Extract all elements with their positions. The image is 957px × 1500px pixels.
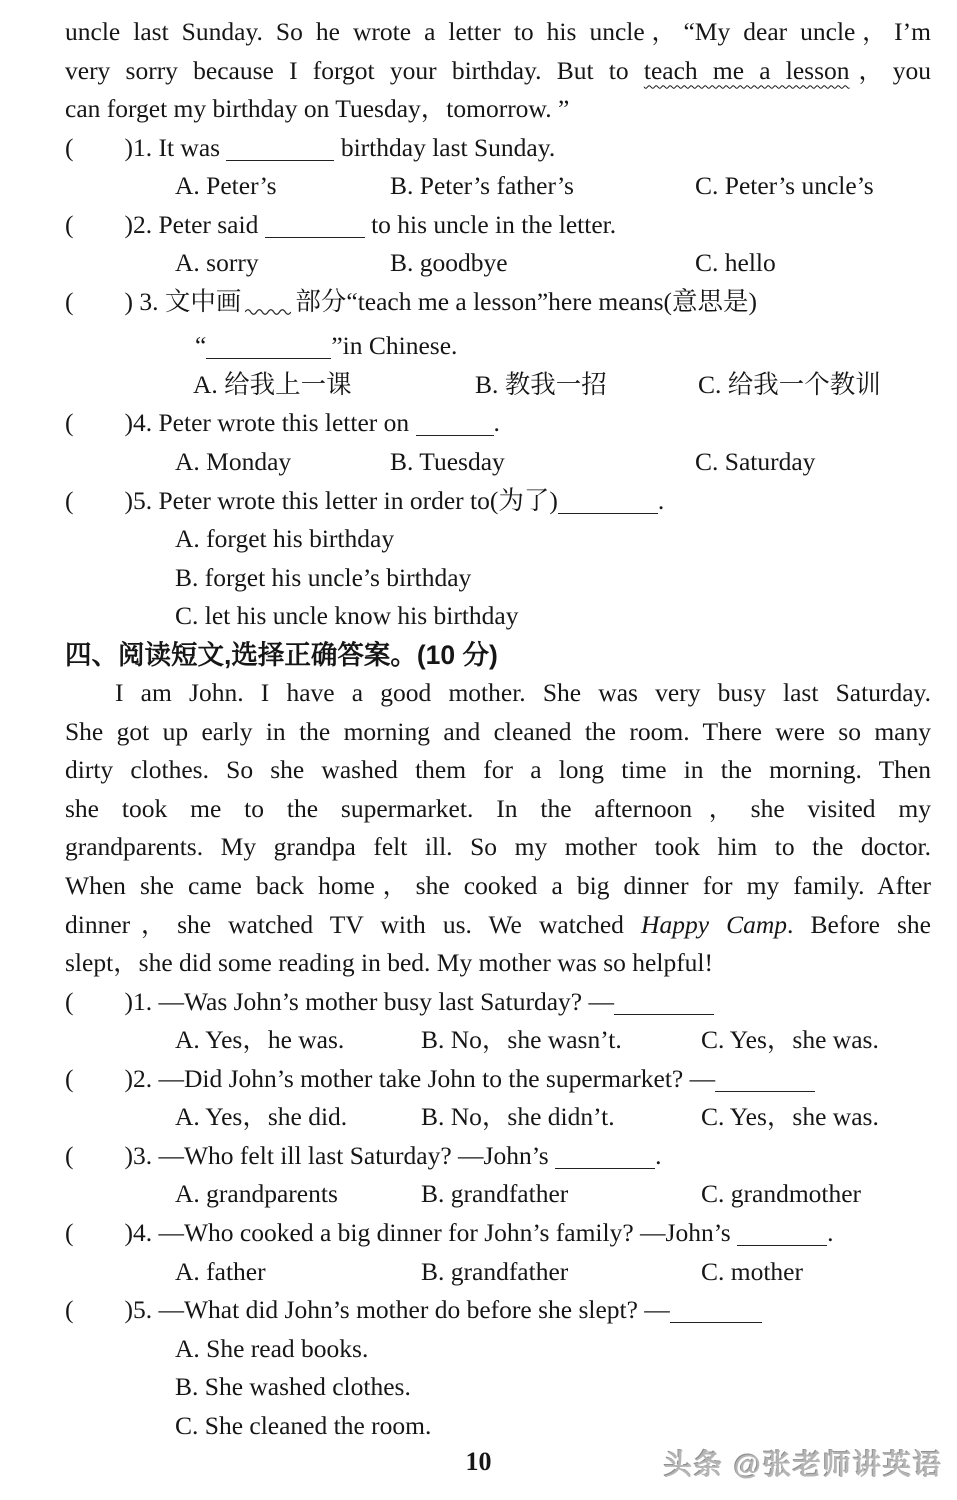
- option-b: B. No，she didn’t.: [421, 1102, 615, 1132]
- question-3-3: [65, 283, 931, 328]
- question-text: .: [827, 1217, 834, 1247]
- watermark: 头条 @张老师讲英语: [663, 1449, 943, 1480]
- option-a: A. grandparents: [175, 1179, 338, 1209]
- passage2-line: [65, 751, 931, 790]
- option-a: A. Monday: [175, 447, 292, 477]
- passage1-line: [65, 13, 931, 52]
- option-c: C. She cleaned the room.: [175, 1410, 432, 1440]
- question-text: birthday last Sunday.: [334, 132, 556, 162]
- option-row: [65, 1021, 931, 1060]
- answer-blank: [715, 1070, 815, 1091]
- question-marker: ( )4.: [65, 1217, 159, 1247]
- option-a: A. 给我上一课: [193, 369, 352, 399]
- answer-blank: [226, 139, 334, 160]
- passage1-line: [65, 52, 931, 91]
- question-3-1: [65, 129, 931, 168]
- option-c: C. let his uncle know his birthday: [175, 601, 519, 631]
- passage2-line: [65, 674, 931, 713]
- option-c: C. mother: [701, 1256, 803, 1286]
- option-c: C. Yes，she was.: [701, 1025, 879, 1055]
- question-text: —Who felt ill last Saturday? —John’s: [158, 1140, 556, 1170]
- answer-blank: [555, 1147, 655, 1168]
- passage1-text: uncle last Sunday. So he wrote a letter to his uncle，“My dear uncle，I’m: [65, 17, 931, 46]
- answer-blank: [614, 993, 714, 1014]
- option-a: A. forget his birthday: [175, 524, 395, 554]
- page-number: 10: [465, 1447, 492, 1476]
- passage2-text: When she came back home，she cooked a big dinner for my family. After: [65, 871, 931, 901]
- option-b: B. forget his uncle’s birthday: [175, 562, 472, 592]
- option-row: [65, 597, 931, 636]
- question-marker: ( )2.: [65, 1063, 159, 1093]
- question-marker: ( )1.: [65, 986, 159, 1016]
- option-b: B. 教我一招: [475, 369, 607, 399]
- option-b: B. She washed clothes.: [175, 1372, 411, 1402]
- question-3-5: [65, 482, 931, 521]
- option-c: C. Saturday: [695, 447, 816, 477]
- option-b: B. grandfather: [421, 1256, 569, 1286]
- passage2-text: . Before she: [787, 909, 931, 939]
- passage2-line: [65, 944, 931, 983]
- option-row: [65, 1407, 931, 1446]
- answer-blank: [206, 338, 331, 359]
- passage2-line: [65, 828, 931, 867]
- question-text: 文中画: [164, 286, 242, 316]
- answer-blank: [416, 415, 494, 436]
- question-text: ”in Chinese.: [331, 331, 458, 361]
- answer-blank: [670, 1302, 762, 1323]
- option-a: A. She read books.: [175, 1333, 369, 1363]
- question-3-2: [65, 206, 931, 245]
- question-4-5: [65, 1291, 931, 1330]
- option-row: [65, 1368, 931, 1407]
- answer-blank: [265, 216, 365, 237]
- tv-show-title: Happy Camp: [641, 909, 788, 939]
- passage2-text: grandparents. My grandpa felt ill. So my mother took him to the doctor.: [65, 832, 931, 862]
- passage1-text: ，you: [849, 55, 931, 85]
- question-text: —What did John’s mother do before she slept? —: [158, 1295, 670, 1325]
- question-marker: ( )5.: [65, 485, 159, 515]
- question-marker: ( )1.: [65, 132, 159, 162]
- question-text: .: [657, 485, 665, 515]
- option-c: C. 给我一个教训: [698, 369, 881, 399]
- option-row: [65, 366, 931, 405]
- answer-blank: [737, 1225, 827, 1246]
- question-text: 部分“teach me a lesson”here means(意思是): [295, 286, 758, 316]
- option-row: [65, 1330, 931, 1369]
- passage1-text: very sorry because I forgot your birthday. But to: [65, 55, 644, 85]
- option-a: A. Yes，she did.: [175, 1102, 348, 1132]
- question-3-4: [65, 404, 931, 443]
- question-text: .: [655, 1140, 662, 1170]
- option-a: A. father: [175, 1256, 266, 1286]
- passage2-text: dinner，she watched TV with us. We watched: [65, 909, 642, 939]
- passage2-line: [65, 906, 931, 945]
- passage2-text: I am John. I have a good mother. She was very busy last Saturday.: [115, 678, 931, 708]
- option-b: B. No，she wasn’t.: [421, 1025, 622, 1055]
- wavy-line-mark: [245, 289, 291, 328]
- option-row: [65, 167, 931, 206]
- passage1-text: can forget my birthday on Tuesday，tomorrow. ”: [65, 94, 570, 124]
- question-text: —Did John’s mother take John to the supermarket? —: [158, 1063, 716, 1093]
- answer-blank: [558, 492, 658, 513]
- question-marker: ( )5.: [65, 1295, 159, 1325]
- question-text: “: [195, 331, 207, 361]
- passage2-text: slept，she did some reading in bed. My mother was so helpful!: [65, 948, 714, 978]
- question-4-4: [65, 1214, 931, 1253]
- question-text: to his uncle in the letter.: [364, 209, 617, 239]
- option-a: A. Peter’s: [175, 171, 277, 201]
- question-text: Peter said: [158, 209, 265, 239]
- option-b: B. grandfather: [421, 1179, 569, 1209]
- option-row: [65, 443, 931, 482]
- question-4-3: [65, 1137, 931, 1176]
- option-c: C. Peter’s uncle’s: [695, 171, 874, 201]
- option-row: [65, 520, 931, 559]
- passage2-line: [65, 867, 931, 906]
- question-text: —Who cooked a big dinner for John’s family? —John’s: [158, 1217, 738, 1247]
- option-row: [65, 244, 931, 283]
- question-marker: ( )3.: [65, 1140, 159, 1170]
- question-3-3-continued: [65, 327, 931, 366]
- page-content: [65, 13, 931, 1445]
- option-b: B. goodbye: [390, 248, 508, 278]
- question-marker: ( )4.: [65, 408, 159, 438]
- question-marker: ( )2.: [65, 209, 159, 239]
- option-row: [65, 1253, 931, 1292]
- option-a: A. sorry: [175, 248, 259, 278]
- option-b: B. Tuesday: [390, 447, 505, 477]
- option-row: [65, 1175, 931, 1214]
- passage2-line: [65, 713, 931, 752]
- passage2-text: dirty clothes. So she washed them for a long time in the morning. Then: [65, 755, 931, 785]
- question-text: Peter wrote this letter on: [158, 408, 416, 438]
- passage1-line: [65, 90, 931, 129]
- question-text: Peter wrote this letter in order to(为了): [158, 485, 558, 515]
- wavy-underlined-phrase: teach me a lesson: [643, 55, 850, 85]
- question-text: —Was John’s mother busy last Saturday? —: [158, 986, 614, 1016]
- option-c: C. hello: [695, 248, 776, 278]
- section-heading: 四、阅读短文,选择正确答案。(10 分): [65, 639, 498, 670]
- passage2-text: She got up early in the morning and cleaned the room. There were so many: [65, 716, 931, 746]
- option-c: C. grandmother: [701, 1179, 862, 1209]
- option-b: B. Peter’s father’s: [390, 171, 574, 201]
- passage2-line: [65, 790, 931, 829]
- option-c: C. Yes，she was.: [701, 1102, 879, 1132]
- option-row: [65, 1098, 931, 1137]
- passage2-text: she took me to the supermarket. In the afternoon，she visited my: [65, 793, 931, 823]
- question-4-2: [65, 1060, 931, 1099]
- question-marker: ( ) 3.: [65, 286, 165, 316]
- option-row: [65, 559, 931, 598]
- option-a: A. Yes，he was.: [175, 1025, 345, 1055]
- question-text: .: [493, 408, 500, 438]
- question-4-1: [65, 983, 931, 1022]
- question-text: It was: [158, 132, 227, 162]
